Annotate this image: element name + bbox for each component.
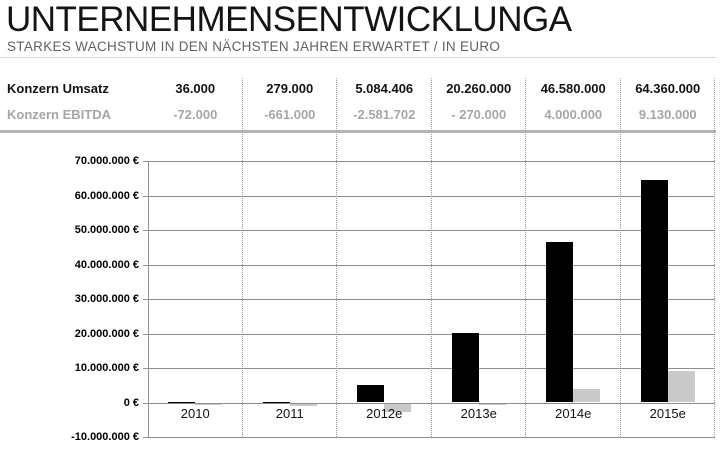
table-cell: -661.000 [264,107,316,122]
y-axis-line [148,161,149,437]
y-axis-label: 40.000.000 € [74,258,139,271]
y-axis-label: 60.000.000 € [74,189,139,202]
column-separator [242,78,243,437]
konzern-umsatz-bar-2014e [546,242,573,403]
table-cell: 20.260.000 [446,81,512,96]
x-axis-label: 2015e [649,406,686,421]
y-axis-label: 0 € [123,396,139,409]
table-cell: -72.000 [173,107,218,122]
table-row-label: Konzern Umsatz [7,81,109,96]
gridline [148,437,715,438]
x-axis-label: 2010 [180,406,210,421]
x-axis-label: 2012e [366,406,403,421]
column-separator [620,78,621,437]
x-axis-label: 2014e [555,406,592,421]
table-row-label: Konzern EBITDA [7,107,111,122]
konzern-umsatz-bar-2015e [641,180,668,402]
y-axis-tick [143,437,148,438]
table-cell: 36.000 [175,81,216,96]
table-cell: 46.580.000 [540,81,606,96]
page-subtitle: STARKES WACHSTUM IN DEN NÄCHSTEN JAHREN ERWARTET / IN EURO [7,39,501,54]
table-chart-divider [0,130,716,133]
y-axis-label: 70.000.000 € [74,155,139,167]
table-cell: -2.581.702 [353,107,416,122]
y-axis-label: 30.000.000 € [74,293,139,305]
x-axis-label: 2013e [460,406,497,421]
konzern-umsatz-bar-2012e [357,385,384,403]
konzern-umsatz-bar-2011 [263,402,290,403]
y-axis-label: 20.000.000 € [74,327,139,340]
y-axis-label: 50.000.000 € [74,224,139,236]
table-cell: 4.000.000 [544,107,603,122]
column-separator [525,78,526,437]
table-cell: 279.000 [266,81,314,96]
table-cell: - 270.000 [451,107,507,122]
y-axis-label: 10.000.000 € [74,362,139,374]
x-axis-label: 2011 [275,406,304,421]
table-cell: 64.360.000 [635,81,701,96]
page-title: UNTERNEHMENSENTWICKLUNGA [6,0,572,39]
column-separator [336,78,337,437]
column-separator [431,78,432,437]
table-cell: 5.084.406 [355,81,414,96]
column-separator [714,78,715,437]
header-divider [0,57,716,58]
y-axis-label: -10.000.000 € [71,431,139,443]
konzern-ebitda-bar-2014e [573,389,600,403]
konzern-umsatz-bar-2013e [452,333,479,403]
konzern-ebitda-bar-2015e [668,371,695,402]
konzern-ebitda-bar-2013e [479,404,506,405]
table-cell: 9.130.000 [638,107,697,122]
